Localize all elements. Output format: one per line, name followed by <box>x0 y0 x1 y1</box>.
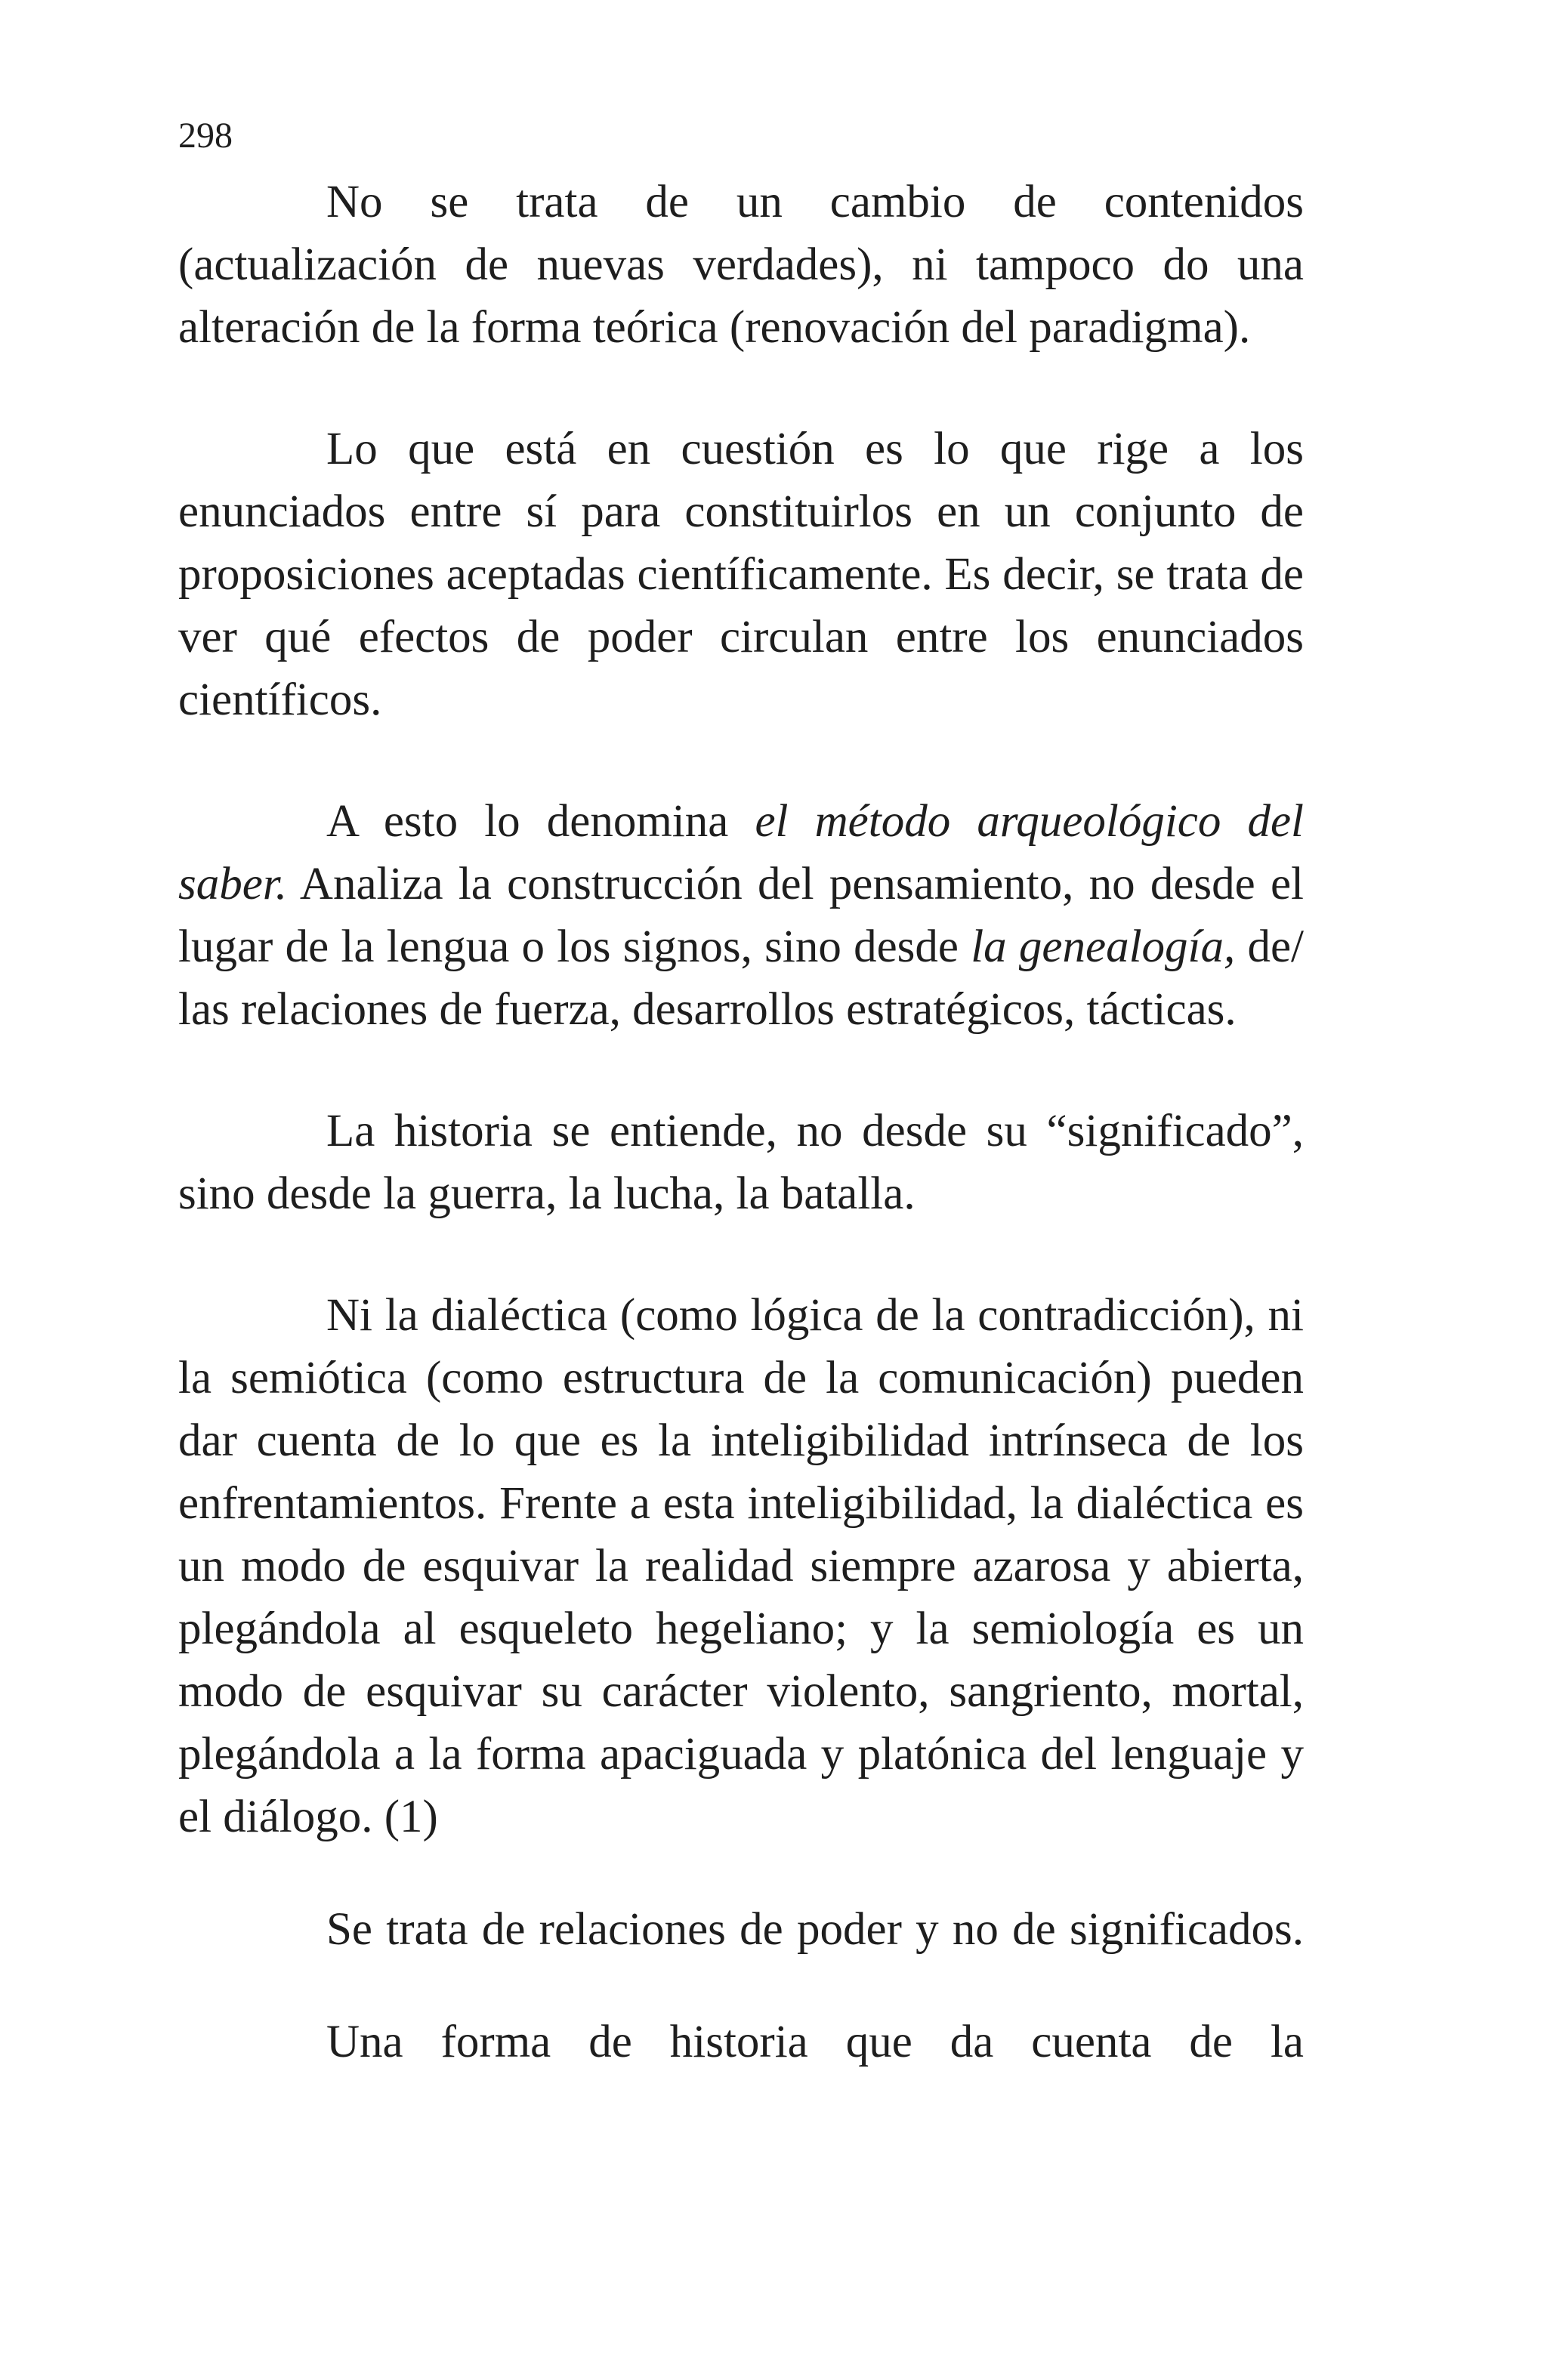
paragraph-7: Una forma de historia que da cuenta de la <box>326 2017 1304 2067</box>
paragraph-5: Ni la dialéctica (como lógica de la contradicción), ni la semiótica (como estructura de la comunicación) pueden dar cuenta de lo que es la inteligibilidad intrínseca de los enfrentamientos. Frente a esta inteligibilidad, la dialéctica es un modo de esquivar la realidad siempre azarosa y abierta, plegándola al esqueleto hegeliano; y la semiología es un modo de esquivar su carácter violento, sangriento, mortal, plegándola a la forma apaciguada y platónica del lenguaje y el diálogo. (1) <box>178 1290 1304 1842</box>
paragraph-4: La historia se entiende, no desde su “significado”, sino desde la guerra, la lucha, la batalla. <box>178 1106 1304 1219</box>
page-number: 298 <box>178 116 233 156</box>
emphasis-metodo-arqueologico: el método arqueológico del saber. <box>178 796 1304 909</box>
paragraph-3-text-end: de/ las relaciones de fuerza, desarrollos estratégicos, tácticas. <box>178 921 1304 1035</box>
body-text <box>178 171 1304 2073</box>
emphasis-genealogia: la genealogía, <box>971 921 1236 972</box>
paragraph-1: No se trata de un cambio de contenidos (actualización de nuevas verdades), ni tampoco do una alteración de la forma teórica (renovación del paradigma). <box>178 177 1304 353</box>
paragraph-3-text-cont: Analiza la construcción del pensamiento, no desde el lugar de la lengua o los signos, sino desde <box>178 859 1304 972</box>
paragraph-6: Se trata de relaciones de poder y no de significados. <box>326 1904 1304 1955</box>
paragraph-3 <box>178 790 1304 1041</box>
paragraph-2: Lo que está en cuestión es lo que rige a los enunciados entre sí para constituirlos en un conjunto de proposiciones aceptadas científicamente. Es decir, se trata de ver qué efectos de poder circulan entre los enunciados científicos. <box>178 424 1304 725</box>
paragraph-3-text: A esto lo denomina <box>326 796 755 847</box>
